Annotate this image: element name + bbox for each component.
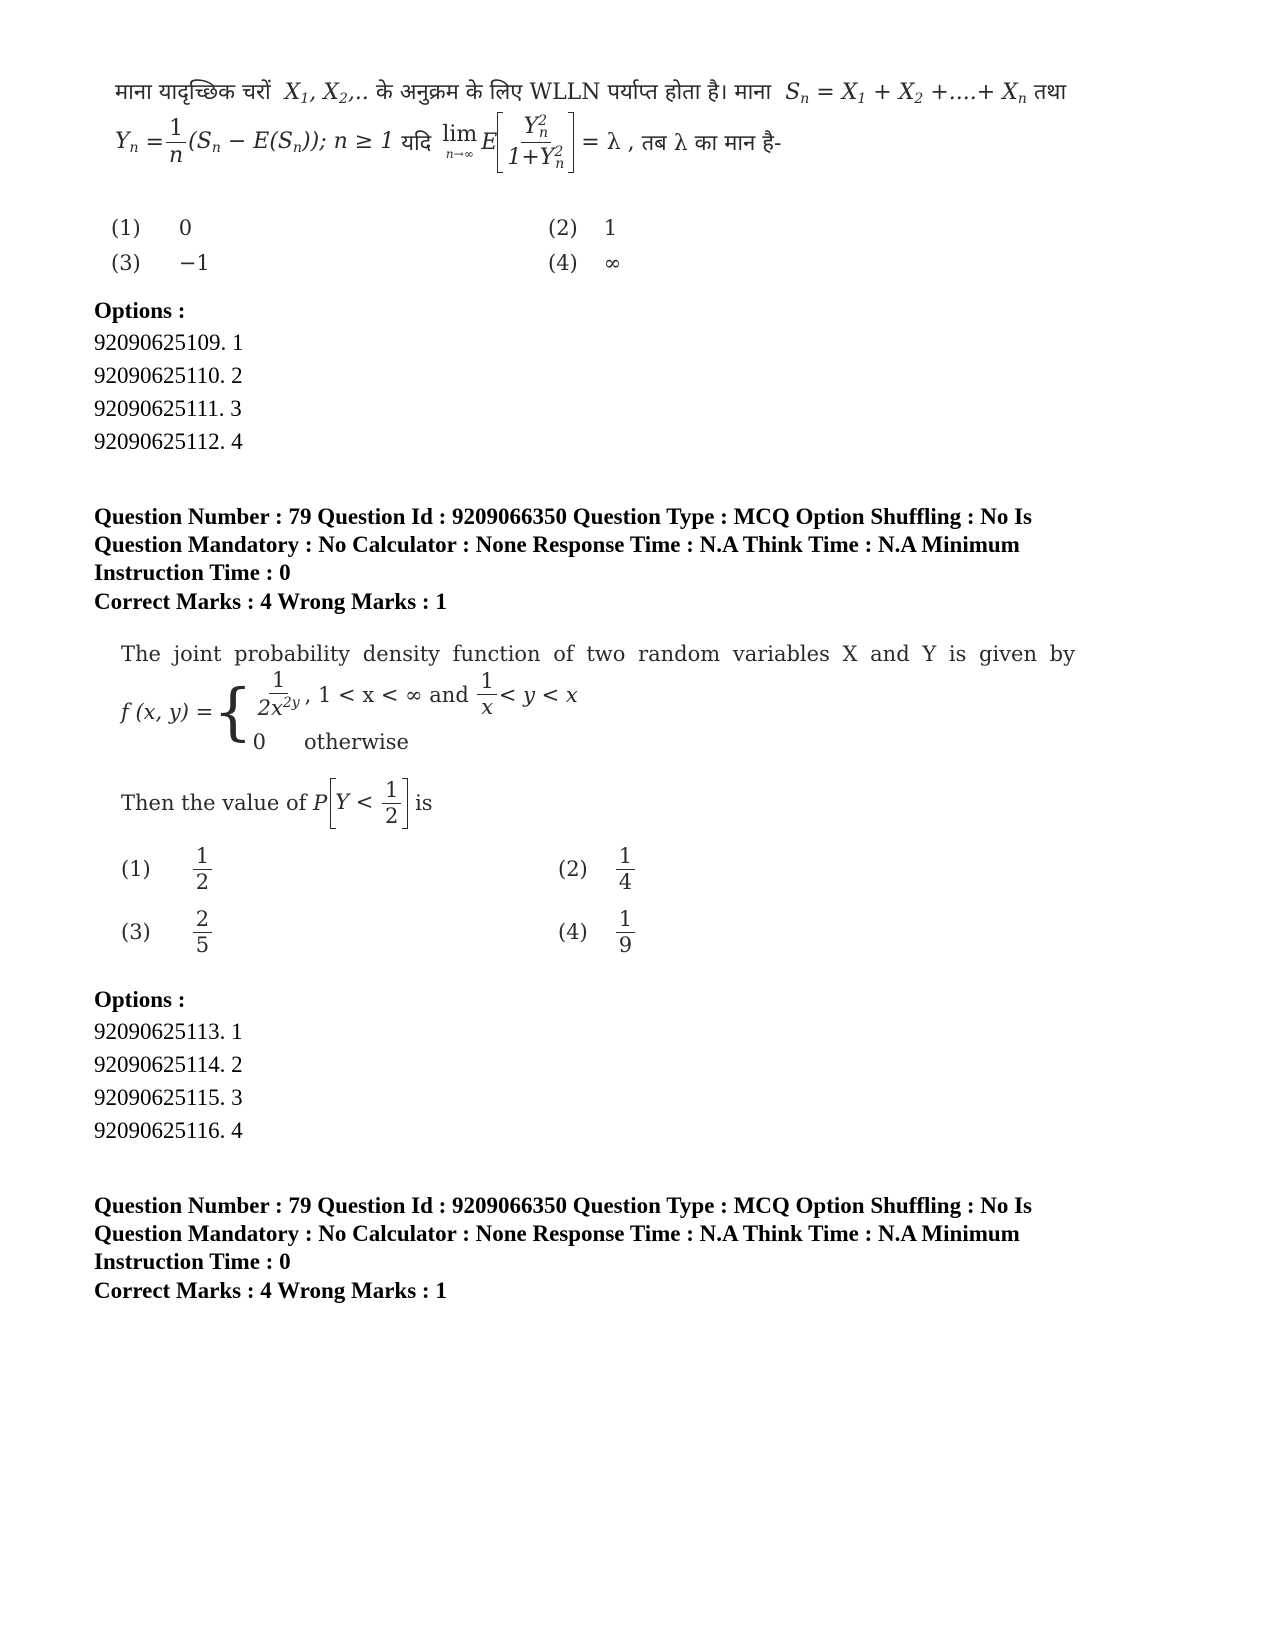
q79-case1-frac: $\frac{1}{2x^{2y}}$ xyxy=(257,668,300,720)
q78-stem-line1 xyxy=(115,76,1066,107)
q79-stem: The joint probability density function of two random variables X and Y is given by xyxy=(121,642,1075,666)
q79-prob-p: P xyxy=(313,791,328,815)
q79-pdf-definition xyxy=(121,668,578,756)
q79-case1-cond: , 1 < x < ∞ and xyxy=(304,682,469,707)
option-id: 92090625116. 4 xyxy=(94,1118,243,1143)
meta-line: Question Mandatory : No Calculator : None Response Time : N.A Think Time : N.A Minimum xyxy=(94,532,1020,557)
q78-equals-lambda: = λ , xyxy=(581,129,635,155)
q79-case1-tail: < y < x xyxy=(498,682,578,707)
q79-ask-post: is xyxy=(415,791,433,815)
option-id: 92090625113. 1 xyxy=(94,1019,243,1044)
q78-var-x1: $X_1$, $X_2$,.. xyxy=(284,80,369,107)
q78-options-list xyxy=(94,326,244,459)
q78-yadi: यदि xyxy=(401,131,432,156)
next-question-marks: Correct Marks : 4 Wrong Marks : 1 xyxy=(94,1278,447,1303)
meta-line: Question Number : 79 Question Id : 9209066350 Question Type : MCQ Option Shuffling : No Is xyxy=(94,1193,1033,1218)
q79-options-heading: Options : xyxy=(94,987,186,1012)
q78-text-1: माना यादृच्छिक चरों xyxy=(115,80,271,105)
option-id: 92090625111. 3 xyxy=(94,396,242,421)
q78-choice-2: (2) 1 xyxy=(548,216,618,240)
q78-sn-expr: $S_n = X_1 + X_2$ +....+ $X_n$ xyxy=(785,80,1027,107)
q79-ask-pre: Then the value of xyxy=(121,791,307,815)
q78-lim: lim n→∞ xyxy=(442,122,478,161)
q79-ask xyxy=(121,778,433,828)
option-id: 92090625115. 3 xyxy=(94,1085,243,1110)
q78-question-tail: तब λ का मान है- xyxy=(641,131,782,156)
option-id: 92090625112. 4 xyxy=(94,429,243,454)
q78-stem-line2: $Y_n$ = $\frac{1}{n}$ $(S_n - E(S_n))$; n ≥ 1 यदि lim n→∞ E $\frac{Y^2_n}{1+Y^2_n}$ = λ , तब λ का मान है- xyxy=(115,112,782,172)
q79-choice-4: (4) $\frac{1}{9}$ xyxy=(558,909,637,955)
q79-left-brace: { xyxy=(213,675,253,748)
option-id: 92090625114. 2 xyxy=(94,1052,243,1077)
next-question-meta xyxy=(94,1192,1032,1276)
q79-fxy-label: f (x, y) = xyxy=(121,700,214,724)
q78-text-3: तथा xyxy=(1033,80,1067,105)
q78-expectation: E xyxy=(481,129,498,155)
q79-case2-cond: otherwise xyxy=(304,730,409,754)
q79-choice-1: (1) $\frac{1}{2}$ xyxy=(121,846,214,892)
q79-prob-bracket: Y < $\frac{1}{2}$ xyxy=(330,778,408,829)
meta-line: Question Number : 79 Question Id : 9209066350 Question Type : MCQ Option Shuffling : No Is xyxy=(94,504,1033,529)
q79-options-list xyxy=(94,1015,243,1148)
meta-line: Instruction Time : 0 xyxy=(94,560,291,585)
q79-one-over-x: $\frac{1}{x}$ xyxy=(477,671,496,718)
q78-expectation-bracket: $\frac{Y^2_n}{1+Y^2_n}$ xyxy=(497,112,574,173)
q78-one-over-n: $\frac{1}{n}$ xyxy=(166,118,186,167)
meta-line: Instruction Time : 0 xyxy=(94,1249,291,1274)
q78-choice-1: (1) 0 xyxy=(111,216,193,240)
meta-line: Question Mandatory : No Calculator : None Response Time : N.A Think Time : N.A Minimum xyxy=(94,1221,1020,1246)
option-id: 92090625110. 2 xyxy=(94,363,243,388)
q79-choice-2: (2) $\frac{1}{4}$ xyxy=(558,846,637,892)
q78-text-2: के अनुक्रम के लिए WLLN पर्याप्त होता है। माना xyxy=(375,80,772,105)
q78-choice-4: (4) ∞ xyxy=(548,251,622,275)
q78-choice-3: (3) −1 xyxy=(111,251,210,275)
q79-case2-value: 0 xyxy=(252,730,266,754)
q79-meta xyxy=(94,503,1032,587)
option-id: 92090625109. 1 xyxy=(94,330,244,355)
q79-marks: Correct Marks : 4 Wrong Marks : 1 xyxy=(94,589,447,614)
q78-options-heading: Options : xyxy=(94,298,186,323)
q79-choice-3: (3) $\frac{2}{5}$ xyxy=(121,909,214,955)
